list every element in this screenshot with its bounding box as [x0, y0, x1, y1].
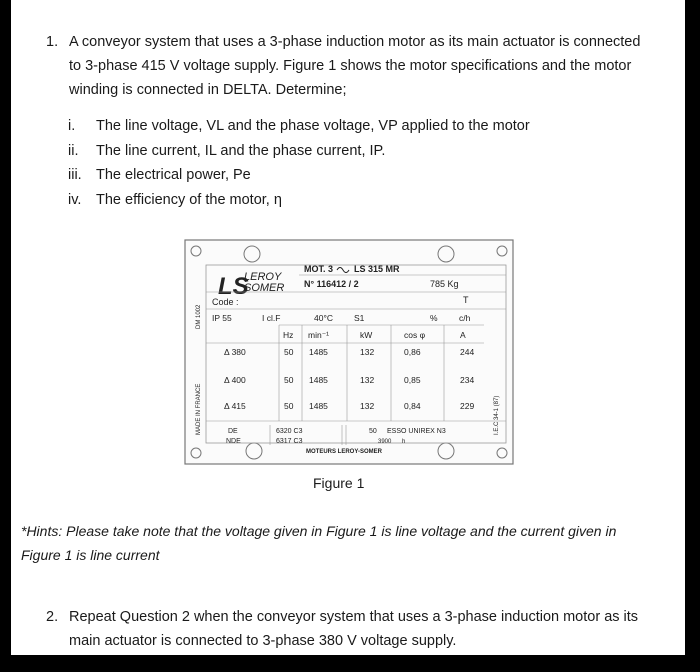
duty-type: S1	[354, 313, 365, 323]
question-1-number: 1.	[46, 34, 59, 50]
question-2-text: Repeat Question 2 when the conveyor system that uses a 3-phase induction motor as its main actuator is connected to 3-phase 380 V voltage supply.	[69, 609, 639, 649]
row-voltage: Δ 400	[224, 375, 246, 385]
header-hz: Hz	[283, 330, 294, 340]
question-2	[46, 605, 646, 653]
subquestion-item	[68, 114, 530, 139]
brand-line-2: SOMER	[244, 282, 285, 294]
weight: 785 Kg	[430, 279, 459, 289]
subquestion-item	[68, 139, 530, 164]
side-standard: I.E.C 34-1 (87)	[494, 395, 500, 435]
brand-line-1: LEROY	[244, 271, 282, 283]
hint-text: *Hints: Please take note that the voltage given in Figure 1 is line voltage and the current given in Figure 1 is line current	[21, 523, 617, 563]
row-rpm: 1485	[309, 401, 328, 411]
row-rpm: 1485	[309, 375, 328, 385]
code-label: Code :	[212, 297, 239, 307]
ch-label: c/h	[459, 313, 471, 323]
maker-name: MOTEURS LEROY-SOMER	[306, 449, 383, 455]
nde-label: NDE	[226, 438, 241, 445]
serial-number: N° 116412 / 2	[304, 279, 359, 289]
motor-nameplate	[184, 239, 514, 465]
subquestion-list	[68, 114, 530, 212]
mot-label: MOT. 3	[304, 264, 334, 274]
row-hz: 50	[284, 347, 294, 357]
question-1-text: A conveyor system that uses a 3-phase induction motor as its main actuator is connected to 3-phase 415 V voltage supply. Figure 1 shows the motor specifications and the motor winding is connected in DELTA. Determine;	[69, 34, 641, 98]
hours-label: h	[402, 439, 406, 445]
model-number: LS 315 MR	[354, 264, 400, 274]
subquestion-text: The electrical power, Pe	[96, 167, 251, 183]
subquestion-item	[68, 163, 530, 188]
row-amps: 229	[460, 401, 475, 411]
nde-bearing: 6317 C3	[276, 438, 303, 445]
question-2-number: 2.	[46, 609, 59, 625]
side-code: DM 1002	[196, 304, 202, 329]
question-1	[46, 30, 646, 102]
regrease-hours: 3900	[378, 439, 392, 445]
subquestion-number: i.	[68, 118, 76, 134]
percent-label: %	[430, 313, 438, 323]
row-kw: 132	[360, 401, 375, 411]
row-hz: 50	[284, 401, 294, 411]
header-cos: cos φ	[404, 330, 426, 340]
grease-type: ESSO UNIREX N3	[387, 428, 446, 435]
row-kw: 132	[360, 375, 375, 385]
subquestion-text: The line voltage, VL and the phase voltage, VP applied to the motor	[96, 118, 530, 134]
row-rpm: 1485	[309, 347, 328, 357]
document-page	[11, 0, 685, 655]
header-kw: kW	[360, 330, 373, 340]
figure-caption: Figure 1	[313, 475, 365, 491]
logo-mark: LS	[218, 273, 249, 300]
row-cos: 0,84	[404, 401, 421, 411]
row-amps: 244	[460, 347, 475, 357]
header-amps: A	[460, 330, 466, 340]
row-cos: 0,86	[404, 347, 421, 357]
insulation-class: I cl.F	[262, 313, 281, 323]
row-cos: 0,85	[404, 375, 421, 385]
row-voltage: Δ 415	[224, 401, 246, 411]
de-label: DE	[228, 428, 238, 435]
subquestion-text: The efficiency of the motor, η	[96, 191, 282, 208]
row-voltage: Δ 380	[224, 347, 246, 357]
t-label: T	[463, 295, 469, 305]
side-made-in: MADE IN FRANCE	[196, 383, 202, 435]
subquestion-text: The line current, IL and the phase current, IP.	[96, 142, 386, 159]
row-hz: 50	[284, 375, 294, 385]
de-bearing: 6320 C3	[276, 428, 303, 435]
ip-rating: IP 55	[212, 313, 232, 323]
ambient-temp: 40°C	[314, 313, 333, 323]
subquestion-number: iv.	[68, 191, 82, 208]
row-amps: 234	[460, 375, 475, 385]
subquestion-item	[68, 188, 530, 213]
grease-quantity: 50	[369, 428, 377, 435]
subquestion-number: iii.	[68, 167, 82, 183]
subquestion-number: ii.	[68, 142, 79, 159]
header-rpm: min⁻¹	[308, 330, 330, 340]
row-kw: 132	[360, 347, 375, 357]
nameplate-drawing	[184, 239, 514, 465]
